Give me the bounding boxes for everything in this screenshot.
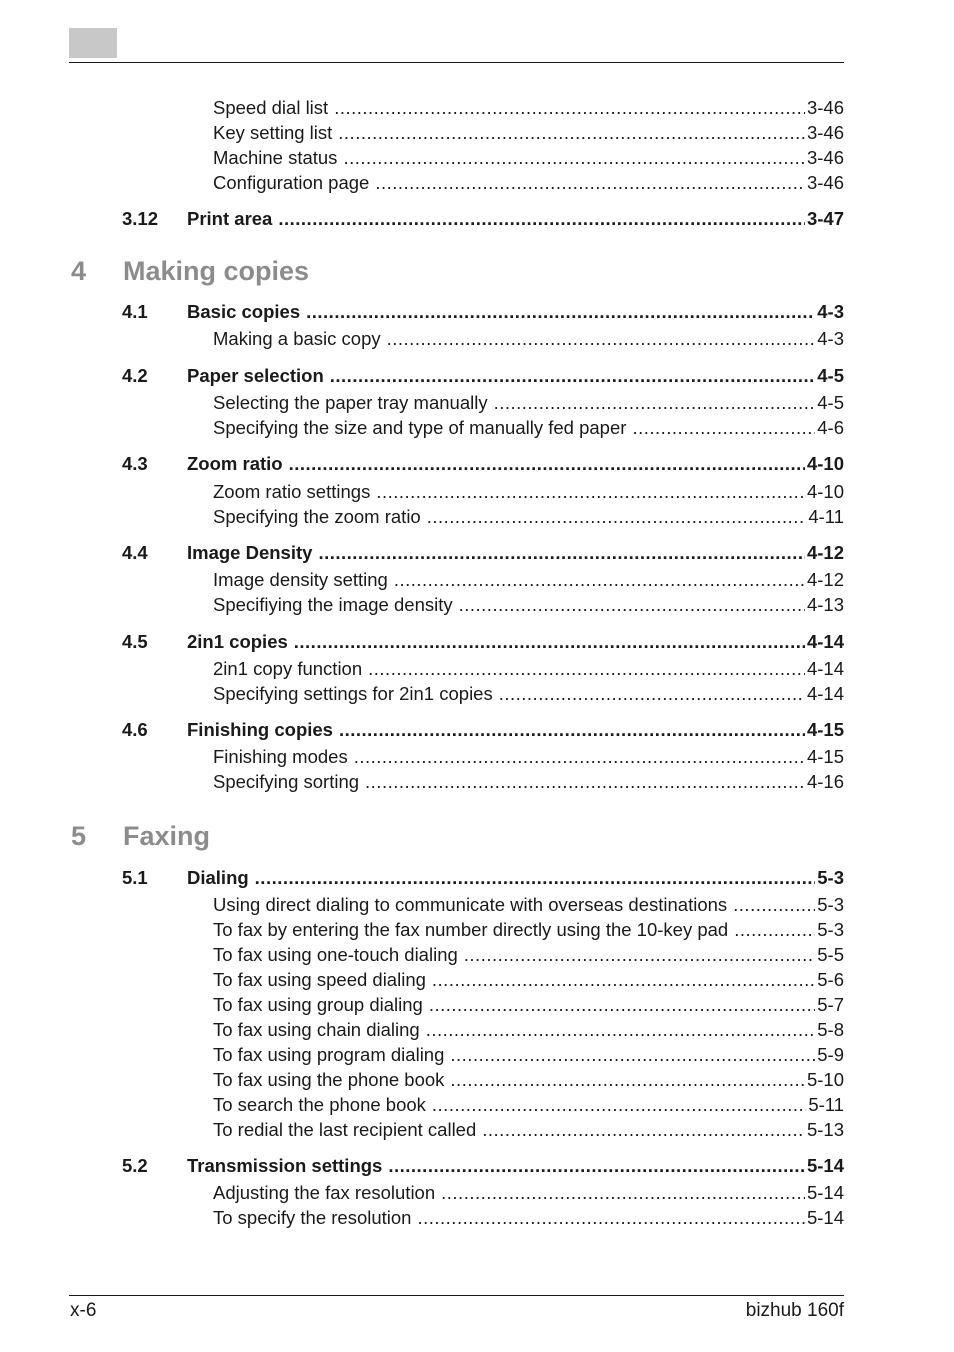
toc-page-number: 3-46 [806,172,844,193]
toc-entry[interactable] [213,417,844,439]
toc-page-number: 4-5 [817,392,844,413]
header-rule [69,62,844,63]
toc-entry-title: Finishing modes [213,746,348,767]
toc-entry[interactable] [213,1044,844,1066]
toc-page-number: 4-10 [806,453,844,474]
toc-entry[interactable] [213,594,844,616]
toc-page-number: 4-13 [806,594,844,615]
dot-leader [289,453,805,475]
dot-leader [427,506,807,528]
toc-entry[interactable] [213,1094,844,1116]
toc-section-4-2[interactable] [122,365,844,387]
toc-entry-title: To fax using group dialing [213,994,423,1015]
toc-section-4-3[interactable] [122,453,844,475]
dot-leader [734,919,815,941]
toc-entry-title: Specifying the zoom ratio [213,506,421,527]
toc-entry[interactable] [213,172,844,194]
toc-entry-title: Adjusting the fax resolution [213,1182,436,1203]
toc-section-4-6[interactable] [122,719,844,741]
toc-page-number: 4-3 [817,301,844,322]
toc-page-number: 5-7 [817,994,844,1015]
footer-page-number: x-6 [70,1300,97,1321]
toc-entry[interactable] [213,658,844,680]
toc-page-number: 4-14 [806,631,844,652]
dot-leader [278,208,805,230]
toc-entry-title: To fax using chain dialing [213,1019,420,1040]
dot-leader [394,569,805,591]
toc-page-number: 4-12 [806,569,844,590]
dot-leader [334,97,805,119]
toc-page-number: 4-3 [817,328,844,349]
toc-page-number: 4-10 [806,481,844,502]
toc-entry-title: Dialing [187,867,249,888]
toc-page-number: 4-15 [806,746,844,767]
toc-section-number: 5.2 [122,1155,148,1176]
toc-entry[interactable] [213,894,844,916]
toc-section-number: 4.3 [122,453,148,474]
toc-entry[interactable] [213,97,844,119]
dot-leader [417,1207,805,1229]
dot-leader [632,417,815,439]
toc-section-4-5[interactable] [122,631,844,653]
toc-section-number: 4.1 [122,301,148,322]
toc-page-number: 3-47 [806,208,844,229]
toc-entry[interactable] [213,994,844,1016]
toc-section-4-4[interactable] [122,542,844,564]
toc-page-number: 5-10 [806,1069,844,1090]
toc-entry-title: Key setting list [213,122,333,143]
toc-entry[interactable] [213,944,844,966]
toc-entry-title: Machine status [213,147,338,168]
toc-entry-title: Image Density [187,542,313,563]
chapter-heading-5: 5 Faxing [71,821,211,851]
toc-entry-title: Paper selection [187,365,324,386]
toc-entry[interactable] [213,147,844,169]
toc-entry-title: To fax by entering the fax number directly using the 10-key pad [213,919,729,940]
toc-section-number: 3.12 [122,208,159,229]
dot-leader [338,122,805,144]
toc-page-number: 5-8 [817,1019,844,1040]
toc-entry-title: Specifiying the image density [213,594,453,615]
toc-entry[interactable] [213,1019,844,1041]
toc-entry-title: To specify the resolution [213,1207,412,1228]
toc-page-number: 4-6 [817,417,844,438]
dot-leader [432,969,815,991]
toc-section-3-12[interactable] [122,208,844,230]
dot-leader [499,683,805,705]
toc-page-number: 3-46 [806,122,844,143]
toc-entry[interactable] [213,683,844,705]
dot-leader [294,631,805,653]
toc-page-number: 3-46 [806,147,844,168]
dot-leader [330,365,815,387]
toc-entry-title: Specifying sorting [213,771,360,792]
toc-entry-title: Specifying the size and type of manually fed paper [213,417,627,438]
toc-page-number: 5-3 [817,919,844,940]
toc-entry-title: To search the phone book [213,1094,426,1115]
toc-section-5-1[interactable] [122,867,844,889]
dot-leader [339,719,805,741]
header-tab-marker [69,28,117,58]
dot-leader [354,746,805,768]
toc-page-number: 4-5 [817,365,844,386]
toc-page-number: 5-13 [806,1119,844,1140]
toc-entry[interactable] [213,1207,844,1229]
toc-entry[interactable] [213,1182,844,1204]
toc-page-number: 5-9 [817,1044,844,1065]
toc-page-number: 5-5 [817,944,844,965]
toc-entry-title: Configuration page [213,172,370,193]
toc-entry[interactable] [213,919,844,941]
toc-entry-title: Using direct dialing to communicate with overseas destinations [213,894,728,915]
dot-leader [376,481,805,503]
dot-leader [459,594,805,616]
toc-page-number: 3-46 [806,97,844,118]
toc-entry-title: Making a basic copy [213,328,381,349]
dot-leader [368,658,805,680]
toc-section-number: 4.2 [122,365,148,386]
toc-page-number: 4-15 [806,719,844,740]
dot-leader [464,944,815,966]
toc-page-number: 4-16 [806,771,844,792]
toc-entry-title: Finishing copies [187,719,333,740]
toc-page-number: 5-3 [817,867,844,888]
toc-entry[interactable] [213,328,844,350]
dot-leader [494,392,816,414]
toc-entry-title: Zoom ratio [187,453,283,474]
toc-entry-title: To fax using one-touch dialing [213,944,458,965]
toc-entry[interactable] [213,569,844,591]
dot-leader [733,894,815,916]
toc-entry-title: 2in1 copy function [213,658,363,679]
toc-section-5-2[interactable] [122,1155,844,1177]
toc-page-number: 5-14 [806,1207,844,1228]
footer-product-name: bizhub 160f [745,1300,844,1321]
toc-entry-title: Transmission settings [187,1155,383,1176]
toc-entry-title: To fax using speed dialing [213,969,426,990]
dot-leader [432,1094,806,1116]
toc-page-number: 5-3 [817,894,844,915]
toc-section-number: 4.6 [122,719,148,740]
toc-entry[interactable] [213,746,844,768]
dot-leader [365,771,805,793]
toc-entry-title: Selecting the paper tray manually [213,392,488,413]
toc-entry-title: Zoom ratio settings [213,481,371,502]
dot-leader [482,1119,805,1141]
toc-page-number: 5-11 [808,1094,844,1115]
toc-section-4-1[interactable] [122,301,844,323]
dot-leader [306,301,815,323]
dot-leader [375,172,805,194]
toc-entry[interactable] [213,1119,844,1141]
toc-page-number: 5-14 [806,1155,844,1176]
toc-page-number: 5-14 [806,1182,844,1203]
toc-entry[interactable] [213,771,844,793]
dot-leader [318,542,805,564]
toc-entry[interactable] [213,392,844,414]
toc-page-number: 4-14 [806,683,844,704]
toc-entry[interactable] [213,481,844,503]
footer-rule [69,1295,844,1296]
toc-entry-title: 2in1 copies [187,631,288,652]
toc-entry-title: Print area [187,208,273,229]
dot-leader [450,1069,805,1091]
dot-leader [426,1019,816,1041]
toc-entry[interactable] [213,506,844,528]
dot-leader [429,994,815,1016]
toc-entry-title: Image density setting [213,569,388,590]
chapter-heading-4: 4 Making copies [71,256,310,286]
toc-page-number: 4-11 [808,506,844,527]
toc-entry-title: Basic copies [187,301,301,322]
toc-entry-title: To fax using program dialing [213,1044,445,1065]
toc-page-number: 4-14 [806,658,844,679]
toc-section-number: 4.4 [122,542,148,563]
dot-leader [255,867,816,889]
dot-leader [387,328,816,350]
toc-entry-title: To redial the last recipient called [213,1119,477,1140]
dot-leader [343,147,805,169]
dot-leader [388,1155,805,1177]
toc-entry-title: Speed dial list [213,97,329,118]
toc-entry-title: To fax using the phone book [213,1069,445,1090]
dot-leader [441,1182,805,1204]
toc-page-number: 4-12 [806,542,844,563]
toc-entry[interactable] [213,122,844,144]
toc-entry[interactable] [213,1069,844,1091]
toc-entry-title: Specifying settings for 2in1 copies [213,683,493,704]
dot-leader [450,1044,815,1066]
toc-section-number: 4.5 [122,631,148,652]
toc-page-number: 5-6 [817,969,844,990]
toc-section-number: 5.1 [122,867,148,888]
toc-entry[interactable] [213,969,844,991]
